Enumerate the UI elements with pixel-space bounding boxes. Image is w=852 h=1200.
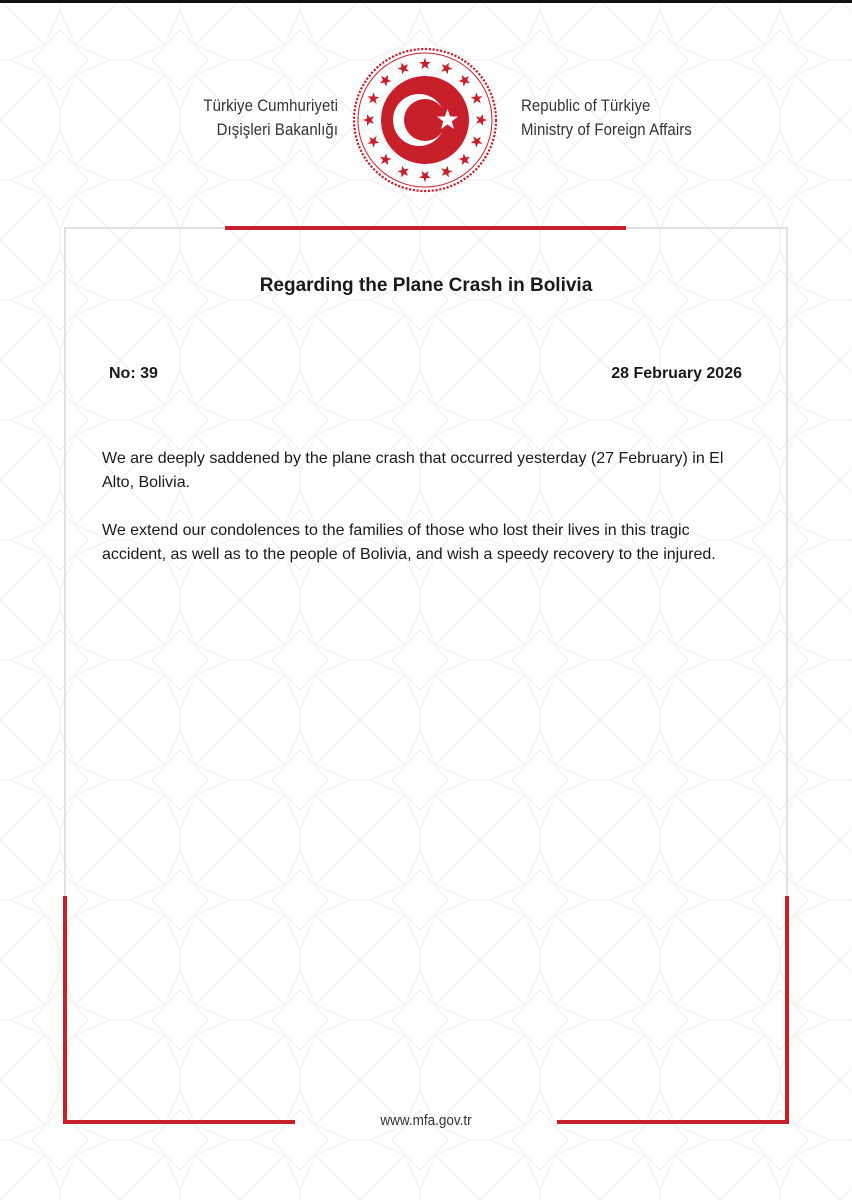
seal-star-icon [397,166,408,178]
header-left-line1: Türkiye Cumhuriyeti [203,96,338,115]
seal-star-icon [368,136,380,147]
document-date: 28 February 2026 [611,365,742,382]
seal-star-icon [458,153,470,165]
seal-star-icon [419,171,431,182]
frame-right-gray [786,227,788,896]
document-number: No: 39 [109,365,158,382]
document-body [102,447,752,591]
crescent-star-seal-icon [352,47,498,193]
seal-star-icon [363,114,374,126]
seal-star-icon [380,153,392,165]
header-right-line2: Ministry of Foreign Affairs [521,120,692,139]
seal-star-icon [471,136,483,147]
top-rule [0,0,852,3]
header-english-name [521,94,692,142]
seal-star-icon [397,63,408,75]
footer-website-link[interactable]: www.mfa.gov.tr [380,1112,472,1129]
seal-star-icon [441,166,452,178]
seal-star-icon [441,63,452,75]
frame-top-left-gray [64,227,225,229]
seal-star-icon [471,92,483,103]
frame-top-red-accent [225,226,626,230]
header-right-line1: Republic of Türkiye [521,96,651,115]
seal-star-icon [380,75,392,87]
frame-right-red [785,896,789,1124]
seal-star-icon [419,58,431,69]
seal-star-icon [476,114,487,126]
body-paragraph-2: We extend our condolences to the families of those who lost their lives in this tragic accident, as well as to the people of Bolivia, and wish a speedy recovery to the injured. [102,522,716,563]
frame-left-red [63,896,67,1124]
body-paragraph-1: We are deeply saddened by the plane crash that occurred yesterday (27 February) in El Alto, Bolivia. [102,450,724,491]
frame-left-gray [64,227,66,896]
seal-star-icon [368,92,380,103]
frame-top-right-gray [626,227,788,229]
header-left-line2: Dışişleri Bakanlığı [216,120,338,139]
document-title: Regarding the Plane Crash in Bolivia [259,275,593,296]
seal-star-icon [458,75,470,87]
header-turkish-name [203,94,338,142]
